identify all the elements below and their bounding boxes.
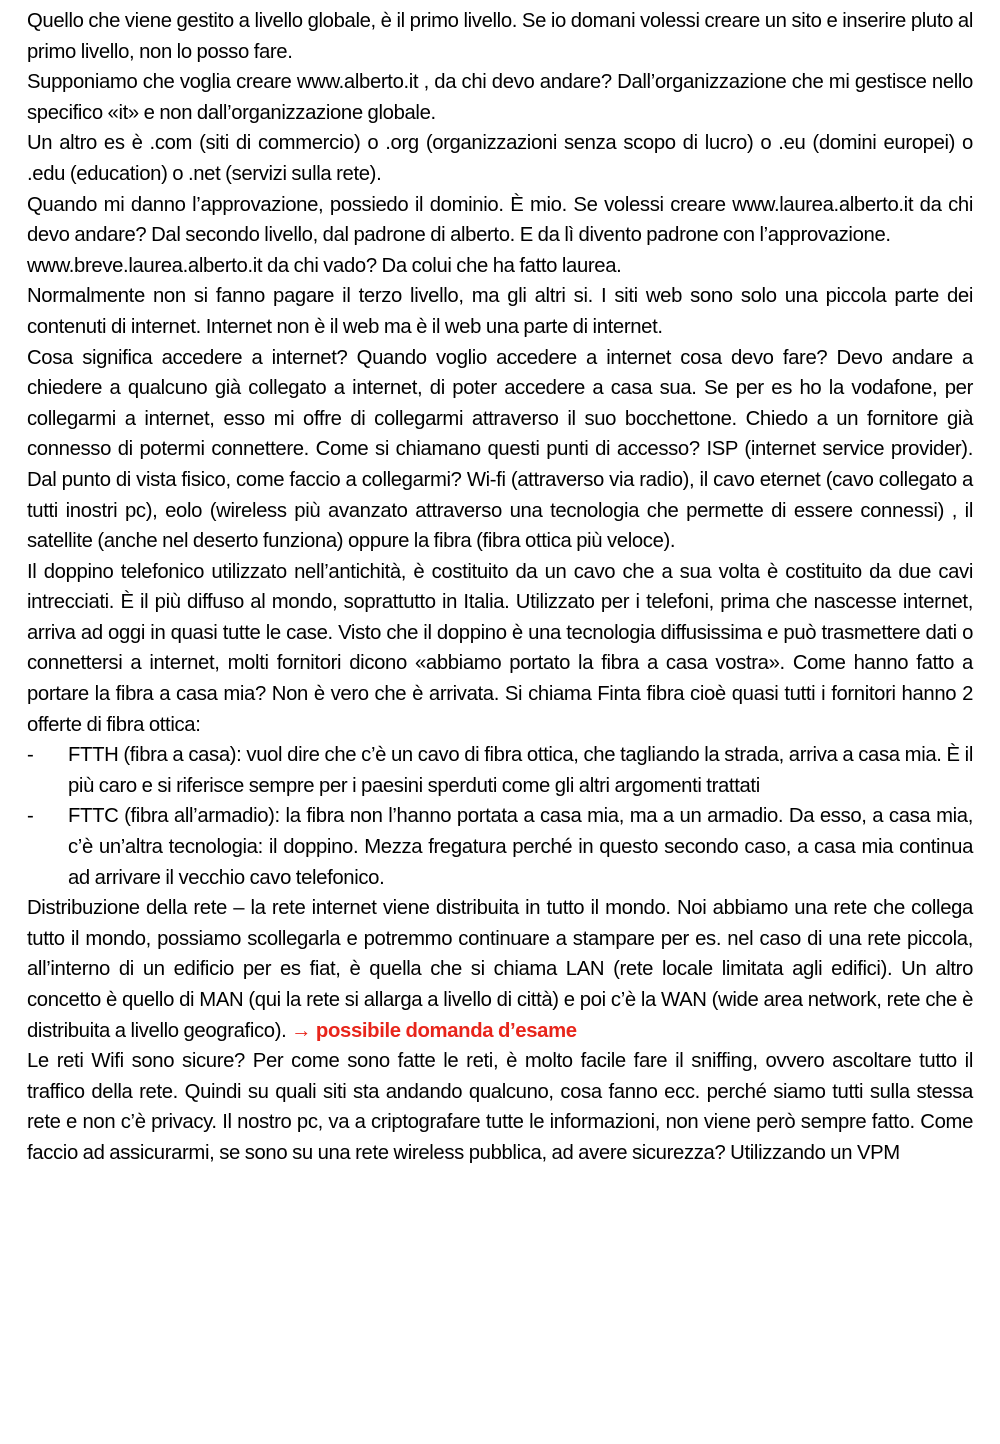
paragraph-alberto-it: Supponiamo che voglia creare www.alberto.it , da chi devo andare? Dall’organizzazione che mi gestisce nello specifico «it» e non dall’organizzazione globale.: [27, 71, 973, 124]
list-item-fttc: [27, 801, 973, 893]
paragraph-network-distribution: [27, 893, 973, 1046]
paragraph-domain-examples: Un altro es è .com (siti di commercio) o .org (organizzazioni senza scopo di lucro) o .eu (domini europei) o .edu (education) o .net (servizi sulla rete).: [27, 132, 973, 185]
paragraph-third-level: www.breve.laurea.alberto.it da chi vado? Da colui che ha fatto laurea.: [27, 254, 622, 277]
paragraph-internet-access: Cosa significa accedere a internet? Quando voglio accedere a internet cosa devo fare? Devo andare a chiedere a qualcuno già collegato a internet, di poter accedere a casa sua. Se per es ho la vodafone, per collegarmi a internet, esso mi offre di collegarmi attraverso il suo bocchettone. Chiedo a un fornitore già connesso di potermi connettere. Come si chiamano questi punti di accesso? ISP (internet service provider). Dal punto di vista fisico, come faccio a collegarmi? Wi-fi (attraverso via radio), il cavo eternet (cavo collegato a tutti inostri pc), eolo (wireless più avanzato attraverso una tecnologia che permette di essere connessi) , il satellite (anche nel deserto funziona) oppure la fibra (fibra ottica più veloce).: [27, 346, 973, 553]
list-bullet: -: [27, 744, 34, 767]
list-item-text: FTTC (fibra all’armadio): la fibra non l’hanno portata a casa mia, ma a un armadio. Da esso, a casa mia, c’è un’altra tecnologia: il doppino. Mezza fregatura perché in questo secondo caso, a casa mia continua ad arrivare il vecchio cavo telefonico.: [68, 805, 973, 889]
list-bullet: -: [27, 805, 34, 828]
list-item-ftth: [27, 740, 973, 801]
paragraph-wifi-security: Le reti Wifi sono sicure? Per come sono fatte le reti, è molto facile fare il sniffing, ovvero ascoltare tutto il traffico della rete. Quindi su quali siti sta andando qualcuno, cosa fanno ecc. perché siamo tutti sulla stessa rete e non c’è privacy. Il nostro pc, va a criptografare tutte le informazioni, non viene però sempre fatto. Come faccio ad assicurarmi, se sono su una rete wireless pubblica, ad avere sicurezza? Utilizzando un VPM: [27, 1050, 973, 1164]
exam-question-note: → possibile domanda d’esame: [291, 1019, 577, 1042]
paragraph-web-vs-internet: Normalmente non si fanno pagare il terzo livello, ma gli altri si. I siti web sono solo una piccola parte dei contenuti di internet. Internet non è il web ma è il web una parte di internet.: [27, 285, 973, 338]
distribution-text: Distribuzione della rete – la rete internet viene distribuita in tutto il mondo. Noi abbiamo una rete che collega tutto il mondo, possiamo scollegarla e potremmo continuare a stampare per es. nel caso di una rete piccola, all’interno di un edificio per es fiat, è quella che si chiama LAN (rete locale limitata agli edifici). Un altro concetto è quello di MAN (qui la rete si allarga a livello di città) e poi c’è la WAN (wide area network, rete che è distribuita a livello geografico).: [27, 897, 973, 1042]
fiber-offers-list: [27, 740, 973, 893]
paragraph-dns-first-level: Quello che viene gestito a livello globale, è il primo livello. Se io domani volessi creare un sito e inserire pluto al primo livello, non lo posso fare.: [27, 10, 973, 63]
list-item-text: FTTH (fibra a casa): vuol dire che c’è un cavo di fibra ottica, che tagliando la strada, arriva a casa mia. È il più caro e si riferisce sempre per i paesini sperduti come gli altri argomenti trattati: [68, 744, 973, 797]
paragraph-domain-approval: Quando mi danno l’approvazione, possiedo il dominio. È mio. Se volessi creare www.laurea.alberto.it da chi devo andare? Dal secondo livello, dal padrone di alberto. E da lì divento padrone con l’approvazione.: [27, 193, 973, 247]
paragraph-doppino: Il doppino telefonico utilizzato nell’antichità, è costituito da un cavo che a sua volta è costituito da due cavi intrecciati. È il più diffuso al mondo, soprattutto in Italia. Utilizzato per i telefoni, prima che nascesse internet, arriva ad oggi in quasi tutte le case. Visto che il doppino è una tecnologia diffusissima e può trasmettere dati o connettersi a internet, molti fornitori dicono «abbiamo portato la fibra a casa vostra». Come hanno fatto a portare la fibra a casa mia? Non è vero che è arrivata. Si chiama Finta fibra cioè quasi tutti i fornitori hanno 2 offerte di fibra ottica:: [27, 560, 973, 736]
